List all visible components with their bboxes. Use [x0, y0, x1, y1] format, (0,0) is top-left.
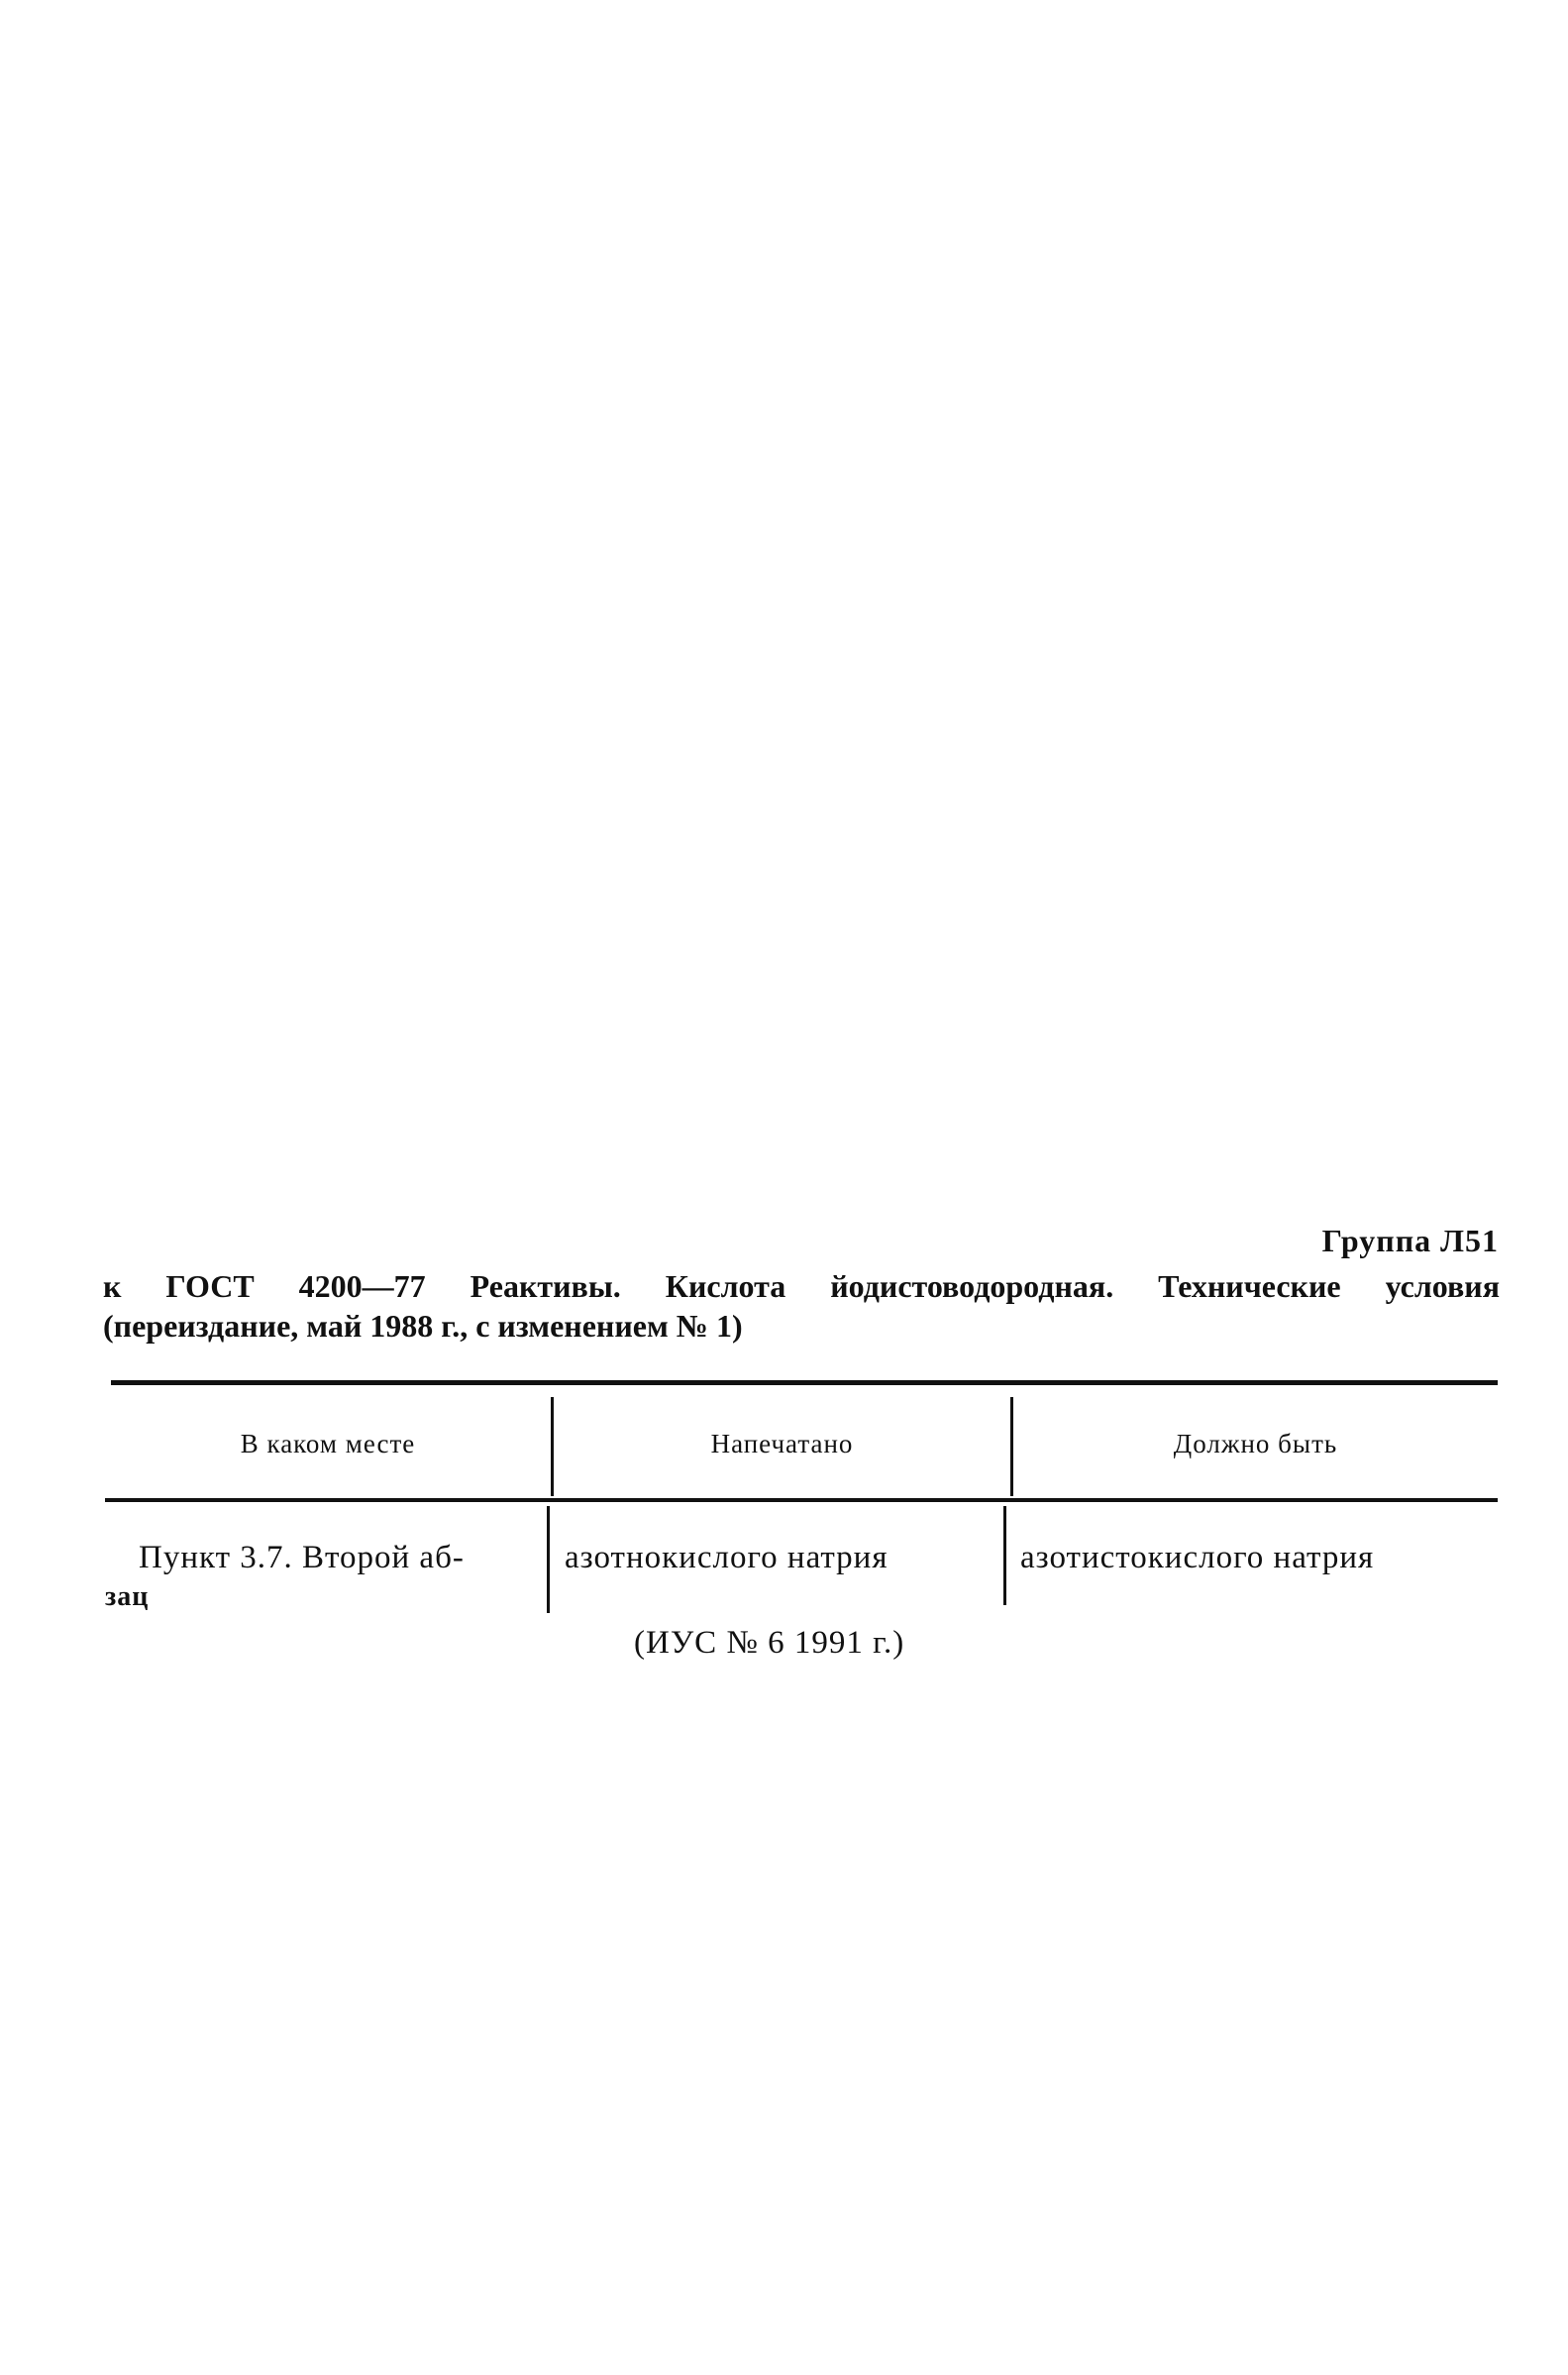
heading-title: к ГОСТ 4200—77 Реактивы. Кислота йодистоводородная. Технические условия	[103, 1268, 1500, 1304]
column-header-printed: Напечатано	[710, 1429, 854, 1458]
column-header-should-be: Должно быть	[1173, 1429, 1338, 1458]
table-row-printed: азотнокислого натрия	[565, 1540, 889, 1575]
heading-subtitle: (переиздание, май 1988 г., с изменением № 1)	[103, 1308, 743, 1344]
body-separator-2	[1003, 1506, 1006, 1605]
place-line-2: зац	[105, 1581, 150, 1612]
body-separator-1	[547, 1506, 550, 1613]
column-header-place: В каком месте	[240, 1429, 416, 1458]
place-line-1: Пункт 3.7. Второй аб-	[139, 1540, 465, 1575]
table-row-should-be: азотистокислого натрия	[1020, 1540, 1375, 1575]
table-row-place	[105, 1538, 517, 1617]
table-header-rule	[105, 1498, 1498, 1502]
table-top-rule	[111, 1380, 1498, 1385]
source-note: (ИУС № 6 1991 г.)	[634, 1625, 905, 1661]
group-label: Группа Л51	[1321, 1223, 1499, 1258]
